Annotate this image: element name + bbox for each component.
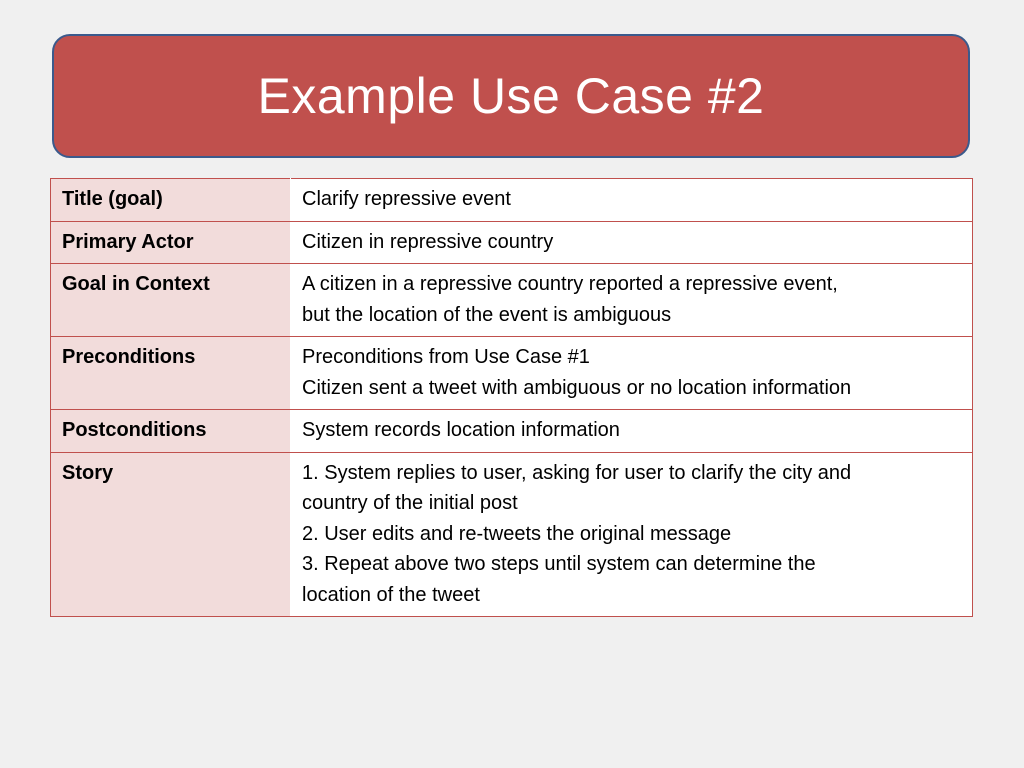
table-row-goal-in-context bbox=[51, 264, 973, 337]
row-value-goal-in-context bbox=[291, 264, 973, 337]
row-label-goal-in-context: Goal in Context bbox=[51, 264, 291, 337]
value-line: Citizen in repressive country bbox=[302, 230, 554, 253]
row-label-preconditions: Preconditions bbox=[51, 337, 291, 410]
value-line: System records location information bbox=[302, 419, 620, 441]
row-value-title-goal bbox=[291, 179, 973, 222]
value-line: 1. System replies to user, asking for user to clarify the city and bbox=[302, 461, 852, 484]
value-line: Preconditions from Use Case #1 bbox=[302, 346, 590, 368]
value-line: Citizen sent a tweet with ambiguous or no location information bbox=[302, 376, 852, 399]
row-value-primary-actor bbox=[291, 221, 973, 264]
table-row-primary-actor bbox=[51, 221, 973, 264]
value-line: country of the initial post bbox=[302, 492, 518, 514]
table-row-preconditions bbox=[51, 337, 973, 410]
value-line: 2. User edits and re-tweets the original message bbox=[302, 522, 732, 545]
value-line: location of the tweet bbox=[302, 583, 480, 606]
value-line: Clarify repressive event bbox=[302, 188, 511, 210]
row-label-story: Story bbox=[51, 452, 291, 617]
use-case-table bbox=[50, 178, 973, 617]
table-row-postconditions bbox=[51, 410, 973, 453]
value-line: but the location of the event is ambiguous bbox=[302, 303, 672, 326]
row-value-preconditions bbox=[291, 337, 973, 410]
row-label-title-goal: Title (goal) bbox=[51, 179, 291, 222]
row-label-primary-actor: Primary Actor bbox=[51, 221, 291, 264]
table-row-title-goal bbox=[51, 179, 973, 222]
slide-title: Example Use Case #2 bbox=[257, 68, 765, 124]
slide-title-banner bbox=[52, 34, 970, 158]
value-line: 3. Repeat above two steps until system can determine the bbox=[302, 553, 816, 575]
row-value-postconditions bbox=[291, 410, 973, 453]
table-row-story bbox=[51, 452, 973, 617]
row-value-story bbox=[291, 452, 973, 617]
row-label-postconditions: Postconditions bbox=[51, 410, 291, 453]
value-line: A citizen in a repressive country reported a repressive event, bbox=[302, 273, 838, 295]
